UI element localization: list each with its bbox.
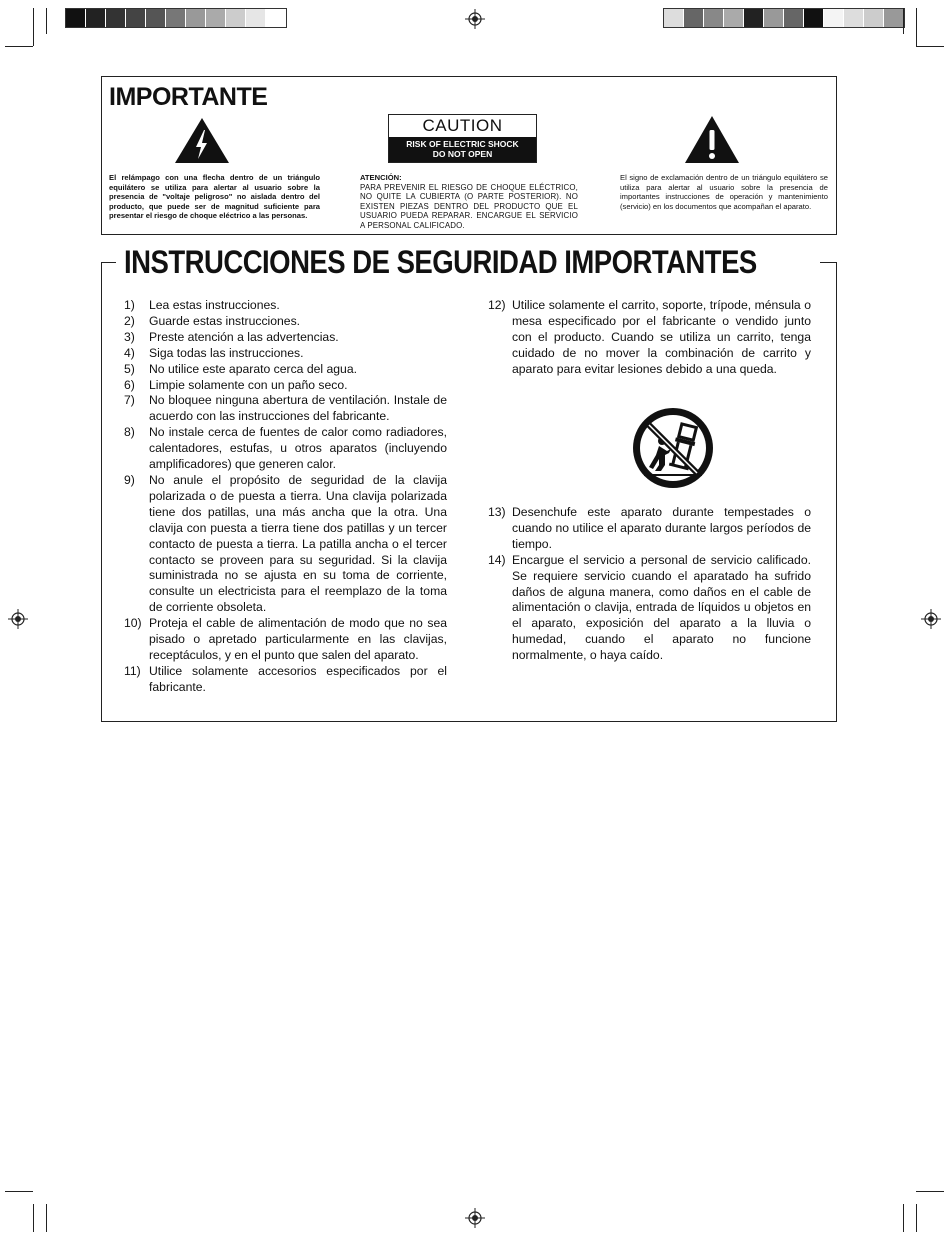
list-item-number: 9) (124, 472, 135, 487)
list-item-number: 6) (124, 377, 135, 392)
color-swatch (844, 9, 864, 27)
list-item (124, 664, 447, 696)
list-item-text: Guarde estas instrucciones. (149, 313, 301, 328)
registration-mark-icon (921, 609, 941, 629)
color-swatch (86, 9, 106, 27)
color-swatch (804, 9, 824, 27)
list-item-text: No bloquee ninguna abertura de ventilación. Instale de acuerdo con las instrucciones del fabricante. (149, 393, 447, 424)
list-item (124, 330, 447, 346)
list-item-number: 5) (124, 361, 135, 376)
list-item (124, 378, 447, 394)
color-swatch (106, 9, 126, 27)
exclamation-description: El signo de exclamación dentro de un triángulo equilátero se utiliza para alertar al usuario sobre la presencia de importantes instrucciones de operación y mantenimiento (servicio) en los documentos que acompañan el aparato. (620, 173, 828, 211)
list-item (124, 362, 447, 378)
color-swatch (784, 9, 804, 27)
list-item-text: Preste atención a las advertencias. (149, 329, 339, 344)
safety-list-right-bottom (488, 505, 811, 664)
list-item-number: 8) (124, 425, 135, 440)
caution-subtext-line2: DO NOT OPEN (432, 149, 493, 159)
list-item (124, 346, 447, 362)
lightning-warning-icon (174, 117, 230, 164)
color-swatch (66, 9, 86, 27)
color-swatch (864, 9, 884, 27)
color-swatch (884, 9, 904, 27)
registration-mark-icon (8, 609, 28, 629)
list-item-text: No anule el propósito de seguridad de la clavija polarizada o de puesta a tierra. Una clavija polarizada tiene dos patillas, una más ancha que la otra. Una clavija con puesta a tierra tiene dos patillas y un tercer contacto de puesta a tierra. La patilla ancha o el tercer contacto se proveen para su seguridad. Si la clavija suministrada no se ajusta en su toma de corriente, consulte un electricista para el reemplazo de la toma de corriente obsoleta. (149, 472, 447, 615)
atencion-title: ATENCIÓN: (360, 173, 402, 182)
list-item-text: Lea estas instrucciones. (149, 298, 280, 312)
list-item (488, 298, 811, 378)
crop-mark (46, 1204, 47, 1232)
list-item-text: No instale cerca de fuentes de calor como radiadores, calentadores, estufas, u otros aparatos (incluyendo amplificadores) que generen calor. (149, 425, 447, 472)
color-swatch (126, 9, 146, 27)
list-item-number: 11) (124, 663, 141, 678)
atencion-block (360, 173, 578, 231)
list-item (124, 314, 447, 330)
crop-mark (46, 8, 47, 34)
color-bar-right (663, 8, 905, 28)
color-bar-left (65, 8, 287, 28)
list-item-text: No utilice este aparato cerca del agua. (149, 361, 357, 376)
color-swatch (166, 9, 186, 27)
list-item (124, 425, 447, 473)
list-item (488, 553, 811, 664)
color-swatch (744, 9, 764, 27)
list-item (124, 393, 447, 425)
safety-list-left (124, 298, 447, 696)
list-item (124, 616, 447, 664)
lightning-description: El relámpago con una flecha dentro de un triángulo equilátero se utiliza para alertar al usuario sobre la presencia de "voltaje peligroso" no aislada dentro del producto, que puede ser de magnitud suficiente para presentar el riesgo de choque eléctrico a las personas. (109, 173, 320, 221)
list-item-text: Proteja el cable de alimentación de modo que no sea pisado o apretado particularmente en las clavijas, receptáculos, y en el punto que salen del aparato. (149, 616, 447, 662)
list-item (124, 298, 447, 314)
caution-label: CAUTION (422, 116, 503, 135)
list-item-text: Encargue el servicio a personal de servicio calificado. Se requiere servicio cuando el aparatado ha sufrido daños de alguna manera, como daños en el cable de alimentación o clavija, entrada de líquidos u objetos en el aparato, exposición del aparato a la lluvia o humedad, cuando el aparato no funcione normalmente, o haya caído. (512, 552, 811, 663)
color-swatch (146, 9, 166, 27)
safety-title: INSTRUCCIONES DE SEGURIDAD IMPORTANTES (124, 244, 757, 280)
crop-mark (903, 8, 904, 34)
list-item-number: 13) (488, 505, 506, 519)
exclamation-warning-icon (684, 115, 740, 164)
cart-tip-over-warning-icon (629, 405, 717, 491)
list-item-text: Limpie solamente con un paño seco. (149, 377, 348, 392)
color-swatch (684, 9, 704, 27)
crop-mark (916, 46, 944, 47)
crop-mark (5, 46, 33, 47)
crop-mark (916, 8, 917, 46)
crop-mark (903, 1204, 904, 1232)
safety-list-right-top (488, 298, 811, 378)
list-item-text: Utilice solamente accesorios especificados por el fabricante. (149, 663, 447, 694)
list-item-text: Utilice solamente el carrito, soporte, trípode, ménsula o mesa especificado por el fabricante o vendido junto con el producto. Cuando se utiliza un carrito, tenga cuidado de no mover la combinación de carrito y aparato para evitar lesiones debido a una queda. (512, 298, 811, 376)
color-swatch (246, 9, 266, 27)
crop-mark (916, 1191, 944, 1192)
list-item-number: 2) (124, 313, 135, 328)
list-item-number: 7) (124, 393, 135, 408)
list-item-text: Desenchufe este aparato durante tempestades o cuando no utilice el aparato durante largos períodos de tiempo. (512, 505, 811, 551)
important-box (101, 76, 837, 235)
list-item-text: Siga todas las instrucciones. (149, 345, 304, 360)
atencion-text: PARA PREVENIR EL RIESGO DE CHOQUE ELÉCTRICO, NO QUITE LA CUBIERTA (O PARTE POSTERIOR). NO EXISTEN PIEZAS DENTRO DEL PRODUCTO QUE EL USUARIO PUEDA REPARAR. ENCARGUE EL SERVICIO A PERSONAL CALIFICADO. (360, 182, 578, 230)
color-swatch (724, 9, 744, 27)
caution-subtext (389, 137, 536, 162)
registration-mark-icon (465, 9, 485, 29)
list-item-number: 10) (124, 616, 142, 631)
color-swatch (824, 9, 844, 27)
color-swatch (764, 9, 784, 27)
list-item (488, 505, 811, 553)
caution-subtext-line1: RISK OF ELECTRIC SHOCK (406, 139, 519, 149)
list-item-number: 4) (124, 345, 135, 360)
list-item-number: 12) (488, 298, 506, 312)
list-item-number: 14) (488, 552, 506, 567)
registration-mark-icon (465, 1208, 485, 1228)
list-item-number: 1) (124, 298, 135, 312)
color-swatch (206, 9, 226, 27)
crop-mark (916, 1204, 917, 1232)
crop-mark (33, 8, 34, 46)
list-item-number: 3) (124, 329, 135, 344)
important-title: IMPORTANTE (109, 83, 268, 111)
color-swatch (664, 9, 684, 27)
color-swatch (266, 9, 286, 27)
crop-mark (33, 1204, 34, 1232)
color-swatch (704, 9, 724, 27)
list-item (124, 473, 447, 616)
color-swatch (186, 9, 206, 27)
caution-label-box (388, 114, 537, 163)
color-swatch (226, 9, 246, 27)
crop-mark (5, 1191, 33, 1192)
